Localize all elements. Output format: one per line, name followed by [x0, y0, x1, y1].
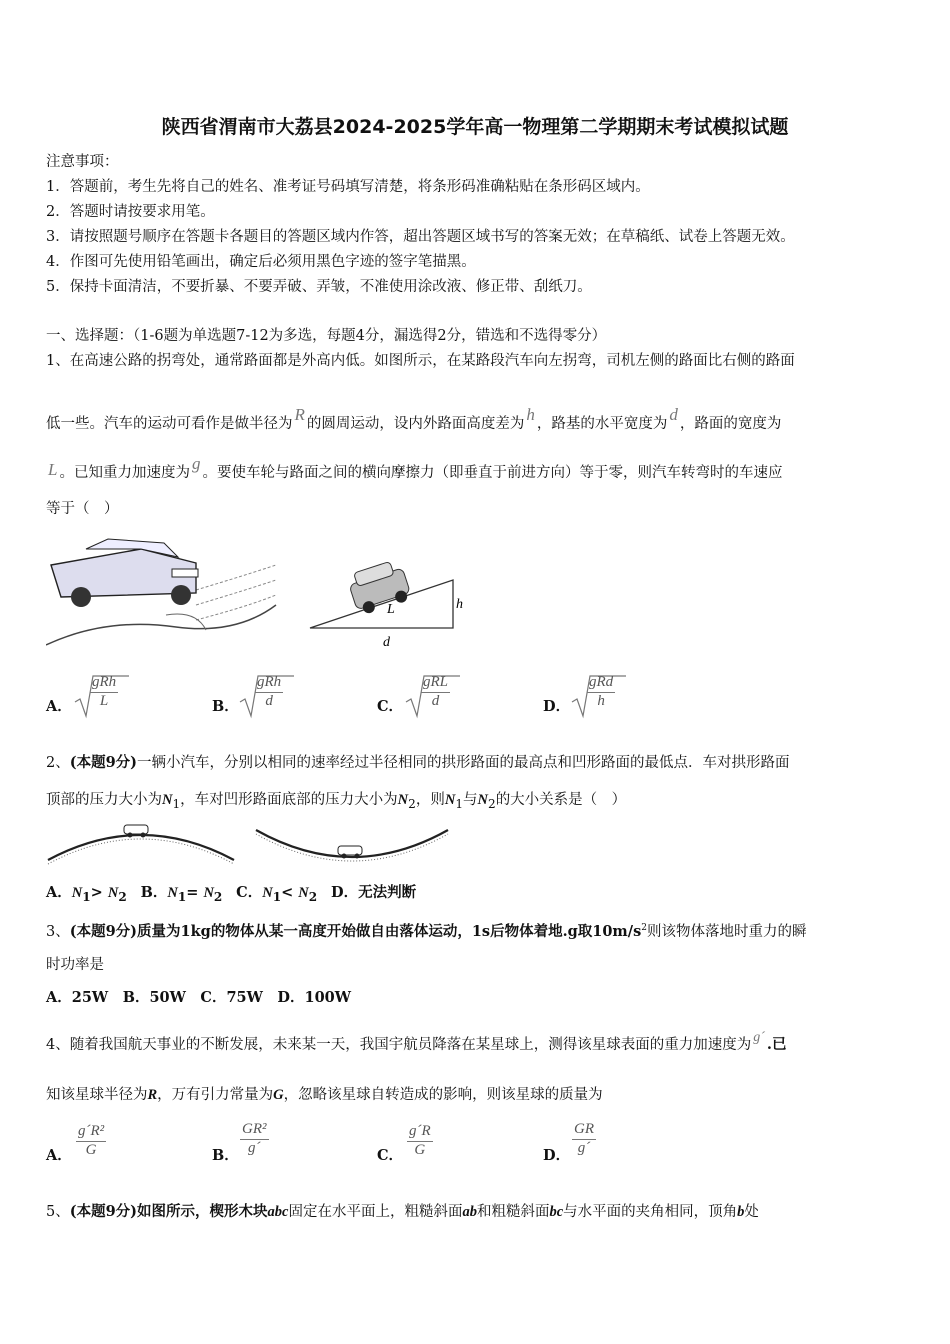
q4-option-b[interactable]: B． — [212, 1147, 239, 1164]
q3-options: A．25W B．50W C．75W D．100W — [46, 989, 352, 1006]
q2-option-c[interactable]: C．$N_1< N_2$ — [236, 884, 318, 904]
q4-option-a[interactable]: A． — [46, 1147, 72, 1164]
q1-option-d[interactable]: D． — [543, 698, 571, 715]
fraction: $\frac{g´R}{G}$ — [409, 1123, 431, 1158]
fraction: gRL d — [423, 674, 449, 709]
q1-option-b[interactable]: B． — [212, 698, 239, 715]
fig-label-L: L — [387, 602, 395, 617]
q2-option-b[interactable]: B．$N_1= N_2$ — [140, 884, 223, 904]
car-on-curve-figure — [46, 535, 278, 650]
fraction: $\frac{\text{GR²}}{g´}$ — [242, 1121, 267, 1156]
q5-line1: 5、(本题9分)如图所示，楔形木块abc固定在水平面上，粗糙斜面ab和粗糙斜面bc与水平面的夹角相同，顶角b处 — [46, 1203, 759, 1220]
q2-option-a[interactable]: A．$N_1> N_2$ — [46, 884, 127, 904]
q1-line3: L 。已知重力加速度为 g 。要使车轮与路面之间的横向摩擦力（即垂直于前进方向）等于零，则汽车转弯时的车速应 — [48, 454, 783, 481]
q1-line2: 低一些。汽车的运动可看作是做半径为 R 的圆周运动，设内外路面高度差为 h ，路基的水平宽度为 d ，路面的宽度为 — [46, 405, 782, 432]
q4-option-d[interactable]: D． — [543, 1147, 571, 1164]
section-heading: 一、选择题：（1-6题为单选题7-12为多选，每题4分，漏选得2分，错选和不选得零分） — [46, 328, 607, 344]
notice-item: 3．请按照题号顺序在答题卡各题目的答题区域内作答，超出答题区域书写的答案无效；在草稿纸、试卷上答题无效。 — [46, 229, 795, 245]
q1-option-a[interactable]: A． — [46, 698, 72, 715]
q1-line4: 等于（ ） — [46, 501, 119, 517]
q4-line2: 知该星球半径为R，万有引力常量为G，忽略该星球自转造成的影响，则该星球的质量为 — [46, 1087, 603, 1103]
fraction: $\frac{GR}{g´}$ — [574, 1121, 594, 1156]
q4-line1: 4、随着我国航天事业的不断发展，未来某一天，我国宇航员降落在某星球上，测得该星球表面的重力加速度为 g´ .已 — [46, 1030, 787, 1053]
notice-item: 2．答题时请按要求用笔。 — [46, 204, 215, 220]
fraction: gRd h — [589, 674, 614, 709]
fraction: gRh d — [257, 674, 282, 709]
notice-heading: 注意事项： — [46, 154, 119, 170]
page-title: 陕西省渭南市大荔县2024-2025学年高一物理第二学期期末考试模拟试题 — [161, 116, 789, 138]
fraction: $\frac{\text{g´R²}}{G}$ — [78, 1123, 105, 1158]
q3-line1: 3、(本题9分)质量为1kg的物体从某一高度开始做自由落体运动，1s后物体着地.g取$10m/s^2$则该物体落地时重力的瞬 — [46, 922, 807, 940]
concave-road-figure — [254, 826, 450, 866]
notice-item: 1．答题前，考生先将自己的姓名、准考证号码填写清楚，将条形码准确粘贴在条形码区域内。 — [46, 179, 650, 195]
incline-diagram — [305, 558, 470, 650]
q3-line2: 时功率是 — [46, 957, 104, 973]
arch-road-figure — [46, 820, 236, 866]
notice-item: 5．保持卡面清洁，不要折暴、不要弄破、弄皱，不准使用涂改液、修正带、刮纸刀。 — [46, 279, 592, 295]
fig-label-d: d — [383, 635, 390, 650]
q2-line2: 顶部的压力大小为$N_1$，车对凹形路面底部的压力大小为$N_2$，则$N_1$与$N_2$的大小关系是（ ） — [46, 792, 627, 811]
q2-options — [46, 883, 416, 907]
q1-line1: 1、在高速公路的拐弯处，通常路面都是外高内低。如图所示，在某路段汽车向左拐弯，司机左侧的路面比右侧的路面 — [46, 353, 795, 369]
fig-label-h: h — [456, 597, 463, 612]
q2-option-d[interactable]: D．无法判断 — [331, 884, 417, 901]
q4-option-c[interactable]: C． — [377, 1147, 404, 1164]
q2-line1: 2、(本题9分)一辆小汽车，分别以相同的速率经过半径相同的拱形路面的最高点和凹形路面的最低点．车对拱形路面 — [46, 754, 790, 771]
fraction: gRh L — [92, 674, 117, 709]
q1-option-c[interactable]: C． — [377, 698, 404, 715]
notice-item: 4．作图可先使用铅笔画出，确定后必须用黑色字迹的签字笔描黑。 — [46, 254, 476, 270]
